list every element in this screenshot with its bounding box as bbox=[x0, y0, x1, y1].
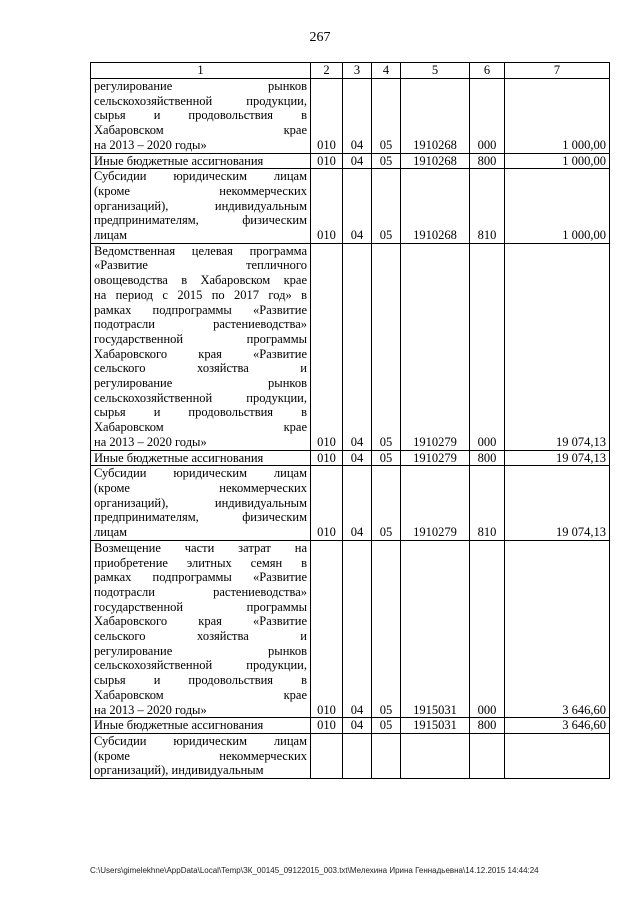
table-row bbox=[91, 169, 610, 244]
target-article-code: 1915031 bbox=[401, 540, 470, 717]
table-row bbox=[91, 540, 610, 717]
description-line: приобретение элитных семян в bbox=[94, 555, 307, 570]
expense-type-code: 800 bbox=[470, 153, 505, 169]
table-row bbox=[91, 243, 610, 450]
description-line: на 2013 – 2020 годы» bbox=[94, 137, 207, 152]
subsection-code: 05 bbox=[372, 169, 401, 244]
description-line: предпринимателям, физическим bbox=[94, 510, 307, 525]
section-code: 04 bbox=[343, 243, 372, 450]
description-line: Иные бюджетные ассигнования bbox=[94, 153, 264, 168]
ministry-code: 010 bbox=[311, 718, 343, 734]
table-header-row bbox=[91, 63, 610, 79]
description-line: лицам bbox=[94, 525, 128, 540]
description-line: рамках подпрограммы «Развитие bbox=[94, 302, 307, 317]
row-description bbox=[91, 79, 311, 154]
subsection-code: 05 bbox=[372, 466, 401, 541]
expense-type-code: 810 bbox=[470, 169, 505, 244]
amount-cell: 3 646,60 bbox=[505, 718, 610, 734]
description-line: подотрасли растениеводства» bbox=[94, 317, 307, 332]
row-description bbox=[91, 243, 311, 450]
amount-cell: 1 000,00 bbox=[505, 79, 610, 154]
description-line: лицам bbox=[94, 228, 128, 243]
column-header: 3 bbox=[343, 63, 372, 79]
description-line: Субсидии юридическим лицам bbox=[94, 169, 307, 184]
row-description bbox=[91, 718, 311, 734]
column-header: 5 bbox=[401, 63, 470, 79]
expense-type-code: 000 bbox=[470, 540, 505, 717]
target-article-code: 1910268 bbox=[401, 79, 470, 154]
description-line: Хабаровском крае bbox=[94, 687, 307, 702]
subsection-code: 05 bbox=[372, 243, 401, 450]
target-article-code: 1910268 bbox=[401, 169, 470, 244]
ministry-code: 010 bbox=[311, 153, 343, 169]
description-line: (кроме некоммерческих bbox=[94, 480, 307, 495]
section-code: 04 bbox=[343, 169, 372, 244]
ministry-code bbox=[311, 733, 343, 778]
page-number: 267 bbox=[309, 30, 331, 45]
description-line: Иные бюджетные ассигнования bbox=[94, 450, 264, 465]
description-line: Субсидии юридическим лицам bbox=[94, 466, 307, 481]
ministry-code: 010 bbox=[311, 540, 343, 717]
expense-type-code: 800 bbox=[470, 450, 505, 466]
description-line: сельскохозяйственной продукции, bbox=[94, 390, 307, 405]
description-line: государственной программы bbox=[94, 331, 307, 346]
description-line: (кроме некоммерческих bbox=[94, 748, 307, 763]
amount-cell: 1 000,00 bbox=[505, 169, 610, 244]
section-code: 04 bbox=[343, 466, 372, 541]
description-line: сырья и продовольствия в bbox=[94, 405, 307, 420]
file-path-footer: C:\Users\gimelekhne\AppData\Local\Temp\ЗК_00145_09122015_003.txt\Мелехина Ирина Геннадьевна\14.12.2015 14:44:24 bbox=[90, 866, 539, 875]
row-description bbox=[91, 450, 311, 466]
subsection-code: 05 bbox=[372, 450, 401, 466]
column-header: 1 bbox=[91, 63, 311, 79]
description-line: сельскохозяйственной продукции, bbox=[94, 93, 307, 108]
table-row bbox=[91, 718, 610, 734]
row-description bbox=[91, 733, 311, 778]
description-line: рамках подпрограммы «Развитие bbox=[94, 570, 307, 585]
target-article-code: 1910268 bbox=[401, 153, 470, 169]
description-line: организаций), индивидуальным bbox=[94, 763, 264, 778]
expense-type-code: 000 bbox=[470, 79, 505, 154]
description-line: предпринимателям, физическим bbox=[94, 213, 307, 228]
target-article-code: 1910279 bbox=[401, 243, 470, 450]
description-line: регулирование рынков bbox=[94, 643, 307, 658]
section-code: 04 bbox=[343, 79, 372, 154]
subsection-code: 05 bbox=[372, 153, 401, 169]
table-row bbox=[91, 79, 610, 154]
ministry-code: 010 bbox=[311, 169, 343, 244]
description-line: регулирование рынков bbox=[94, 79, 307, 93]
budget-table bbox=[90, 62, 610, 779]
target-article-code: 1910279 bbox=[401, 450, 470, 466]
subsection-code: 05 bbox=[372, 718, 401, 734]
section-code: 04 bbox=[343, 153, 372, 169]
amount-cell: 19 074,13 bbox=[505, 466, 610, 541]
description-line: овощеводства в Хабаровском крае bbox=[94, 273, 307, 288]
row-description bbox=[91, 169, 311, 244]
table-row bbox=[91, 733, 610, 778]
target-article-code: 1910279 bbox=[401, 466, 470, 541]
section-code: 04 bbox=[343, 718, 372, 734]
description-line: «Развитие тепличного bbox=[94, 258, 307, 273]
description-line: на 2013 – 2020 годы» bbox=[94, 434, 207, 449]
description-line: на период с 2015 по 2017 год» в bbox=[94, 287, 307, 302]
description-line: Хабаровского края «Развитие bbox=[94, 346, 307, 361]
description-line: на 2013 – 2020 годы» bbox=[94, 702, 207, 717]
description-line: Возмещение части затрат на bbox=[94, 540, 307, 555]
table-row bbox=[91, 466, 610, 541]
expense-type-code: 000 bbox=[470, 243, 505, 450]
ministry-code: 010 bbox=[311, 243, 343, 450]
description-line: государственной программы bbox=[94, 599, 307, 614]
row-description bbox=[91, 153, 311, 169]
amount-cell: 3 646,60 bbox=[505, 540, 610, 717]
description-line: (кроме некоммерческих bbox=[94, 183, 307, 198]
description-line: регулирование рынков bbox=[94, 376, 307, 391]
section-code: 04 bbox=[343, 540, 372, 717]
amount-cell: 19 074,13 bbox=[505, 243, 610, 450]
subsection-code: 05 bbox=[372, 540, 401, 717]
section-code bbox=[343, 733, 372, 778]
amount-cell: 1 000,00 bbox=[505, 153, 610, 169]
table-row bbox=[91, 450, 610, 466]
target-article-code bbox=[401, 733, 470, 778]
description-line: Ведомственная целевая программа bbox=[94, 243, 307, 258]
description-line: сырья и продовольствия в bbox=[94, 108, 307, 123]
description-line: сельскохозяйственной продукции, bbox=[94, 658, 307, 673]
description-line: Субсидии юридическим лицам bbox=[94, 733, 307, 748]
description-line: Иные бюджетные ассигнования bbox=[94, 718, 264, 733]
subsection-code bbox=[372, 733, 401, 778]
table-row bbox=[91, 153, 610, 169]
description-line: Хабаровском крае bbox=[94, 420, 307, 435]
ministry-code: 010 bbox=[311, 466, 343, 541]
amount-cell bbox=[505, 733, 610, 778]
expense-type-code: 810 bbox=[470, 466, 505, 541]
row-description bbox=[91, 540, 311, 717]
column-header: 2 bbox=[311, 63, 343, 79]
description-line: сырья и продовольствия в bbox=[94, 673, 307, 688]
description-line: организаций), индивидуальным bbox=[94, 495, 307, 510]
description-line: организаций), индивидуальным bbox=[94, 198, 307, 213]
ministry-code: 010 bbox=[311, 450, 343, 466]
section-code: 04 bbox=[343, 450, 372, 466]
amount-cell: 19 074,13 bbox=[505, 450, 610, 466]
target-article-code: 1915031 bbox=[401, 718, 470, 734]
column-header: 4 bbox=[372, 63, 401, 79]
ministry-code: 010 bbox=[311, 79, 343, 154]
description-line: сельского хозяйства и bbox=[94, 629, 307, 644]
description-line: сельского хозяйства и bbox=[94, 361, 307, 376]
column-header: 6 bbox=[470, 63, 505, 79]
description-line: подотрасли растениеводства» bbox=[94, 584, 307, 599]
row-description bbox=[91, 466, 311, 541]
column-header: 7 bbox=[505, 63, 610, 79]
description-line: Хабаровского края «Развитие bbox=[94, 614, 307, 629]
description-line: Хабаровском крае bbox=[94, 123, 307, 138]
subsection-code: 05 bbox=[372, 79, 401, 154]
expense-type-code bbox=[470, 733, 505, 778]
expense-type-code: 800 bbox=[470, 718, 505, 734]
